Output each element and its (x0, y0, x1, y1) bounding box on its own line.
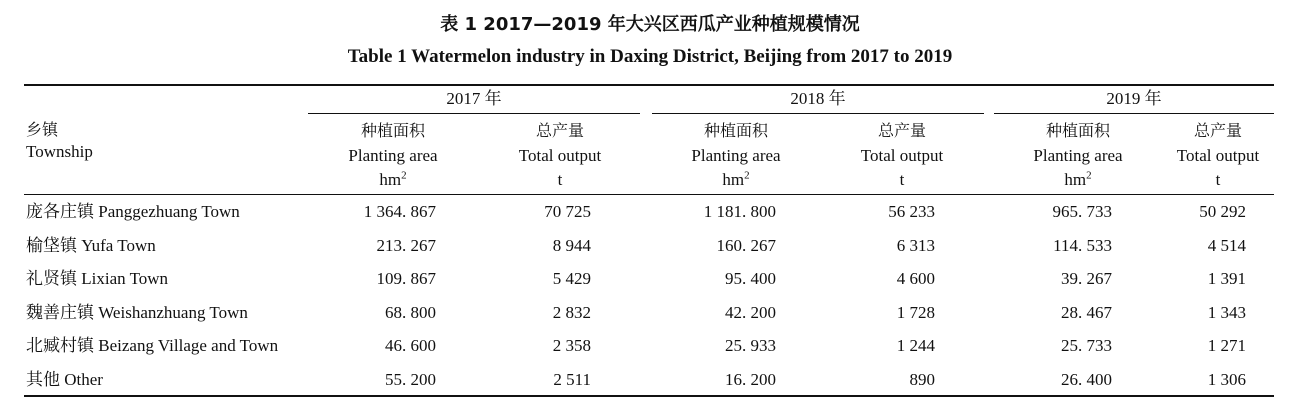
area-header-en: Planting area (1033, 146, 1123, 165)
area-unit-superscript: 2 (401, 169, 407, 182)
table-caption-cn: 表 1 2017—2019 年大兴区西瓜产业种植规模情况 (440, 14, 860, 35)
area-unit: $hm^2$ (1064, 169, 1092, 189)
output-unit: t (557, 170, 563, 189)
cell-total-output: 890 (909, 370, 935, 389)
bottom-rule (24, 395, 1274, 397)
cell-total-output: 1 391 (1207, 269, 1246, 288)
area-header-cn: 种植面积 (360, 121, 425, 140)
cell-total-output: 50 292 (1199, 202, 1246, 221)
area-header-cn: 种植面积 (703, 121, 768, 140)
year-rule-2019 (994, 113, 1274, 114)
cell-planting-area: 1 364. 867 (363, 202, 436, 221)
township-header-en: Township (26, 142, 93, 161)
row-township-name: 魏善庄镇 Weishanzhuang Town (26, 303, 248, 322)
output-header-en: Total output (860, 146, 944, 165)
year-header: 2018 年 (790, 89, 846, 108)
output-header-cn: 总产量 (877, 121, 926, 140)
year-header: 2017 年 (446, 89, 502, 108)
output-unit: t (899, 170, 905, 189)
year-header: 2019 年 (1106, 89, 1162, 108)
area-unit: $hm^2$ (379, 169, 407, 189)
cell-planting-area: 68. 800 (385, 303, 436, 322)
cell-planting-area: 39. 267 (1061, 269, 1112, 288)
cell-total-output: 1 306 (1207, 370, 1246, 389)
cell-planting-area: 1 181. 800 (703, 202, 776, 221)
cell-planting-area: 114. 533 (1053, 236, 1112, 255)
row-township-name: 其他 Other (26, 370, 103, 389)
cell-planting-area: 42. 200 (725, 303, 776, 322)
cell-total-output: 1 244 (896, 336, 935, 355)
output-unit: t (1215, 170, 1221, 189)
cell-planting-area: 46. 600 (385, 336, 436, 355)
cell-planting-area: 55. 200 (385, 370, 436, 389)
cell-planting-area: 160. 267 (716, 236, 776, 255)
cell-total-output: 4 600 (896, 269, 935, 288)
year-rule-2018 (652, 113, 984, 114)
area-unit: $hm^2$ (722, 169, 750, 189)
cell-total-output: 1 728 (896, 303, 935, 322)
output-header-cn: 总产量 (1193, 121, 1242, 140)
cell-total-output: 1 271 (1207, 336, 1246, 355)
cell-total-output: 2 511 (553, 370, 591, 389)
cell-total-output: 6 313 (896, 236, 935, 255)
row-township-name: 礼贤镇 Lixian Town (26, 269, 169, 288)
cell-total-output: 5 429 (552, 269, 591, 288)
cell-planting-area: 95. 400 (725, 269, 776, 288)
cell-planting-area: 965. 733 (1052, 202, 1112, 221)
cell-total-output: 4 514 (1207, 236, 1246, 255)
cell-planting-area: 25. 733 (1061, 336, 1112, 355)
cell-planting-area: 109. 867 (376, 269, 436, 288)
cell-total-output: 2 832 (552, 303, 591, 322)
cell-planting-area: 16. 200 (725, 370, 776, 389)
township-header-cn: 乡镇 (26, 120, 59, 139)
area-unit-superscript: 2 (744, 169, 750, 182)
cell-planting-area: 213. 267 (376, 236, 436, 255)
row-township-name: 北臧村镇 Beizang Village and Town (26, 336, 279, 355)
output-header-en: Total output (518, 146, 602, 165)
output-header-cn: 总产量 (535, 121, 584, 140)
area-header-en: Planting area (348, 146, 438, 165)
area-unit-superscript: 2 (1086, 169, 1092, 182)
cell-total-output: 2 358 (552, 336, 591, 355)
cell-total-output: 8 944 (552, 236, 591, 255)
cell-planting-area: 28. 467 (1061, 303, 1112, 322)
cell-planting-area: 26. 400 (1061, 370, 1112, 389)
cell-planting-area: 25. 933 (725, 336, 776, 355)
cell-total-output: 70 725 (544, 202, 591, 221)
header-rule (24, 194, 1274, 195)
area-header-cn: 种植面积 (1045, 121, 1110, 140)
row-township-name: 榆垡镇 Yufa Town (26, 236, 156, 255)
year-rule-2017 (308, 113, 640, 114)
cell-total-output: 1 343 (1207, 303, 1246, 322)
top-rule (24, 84, 1274, 86)
area-header-en: Planting area (691, 146, 781, 165)
table-caption-en: Table 1 Watermelon industry in Daxing District, Beijing from 2017 to 2019 (347, 46, 953, 67)
cell-total-output: 56 233 (888, 202, 935, 221)
row-township-name: 庞各庄镇 Panggezhuang Town (26, 202, 240, 221)
output-header-en: Total output (1176, 146, 1260, 165)
